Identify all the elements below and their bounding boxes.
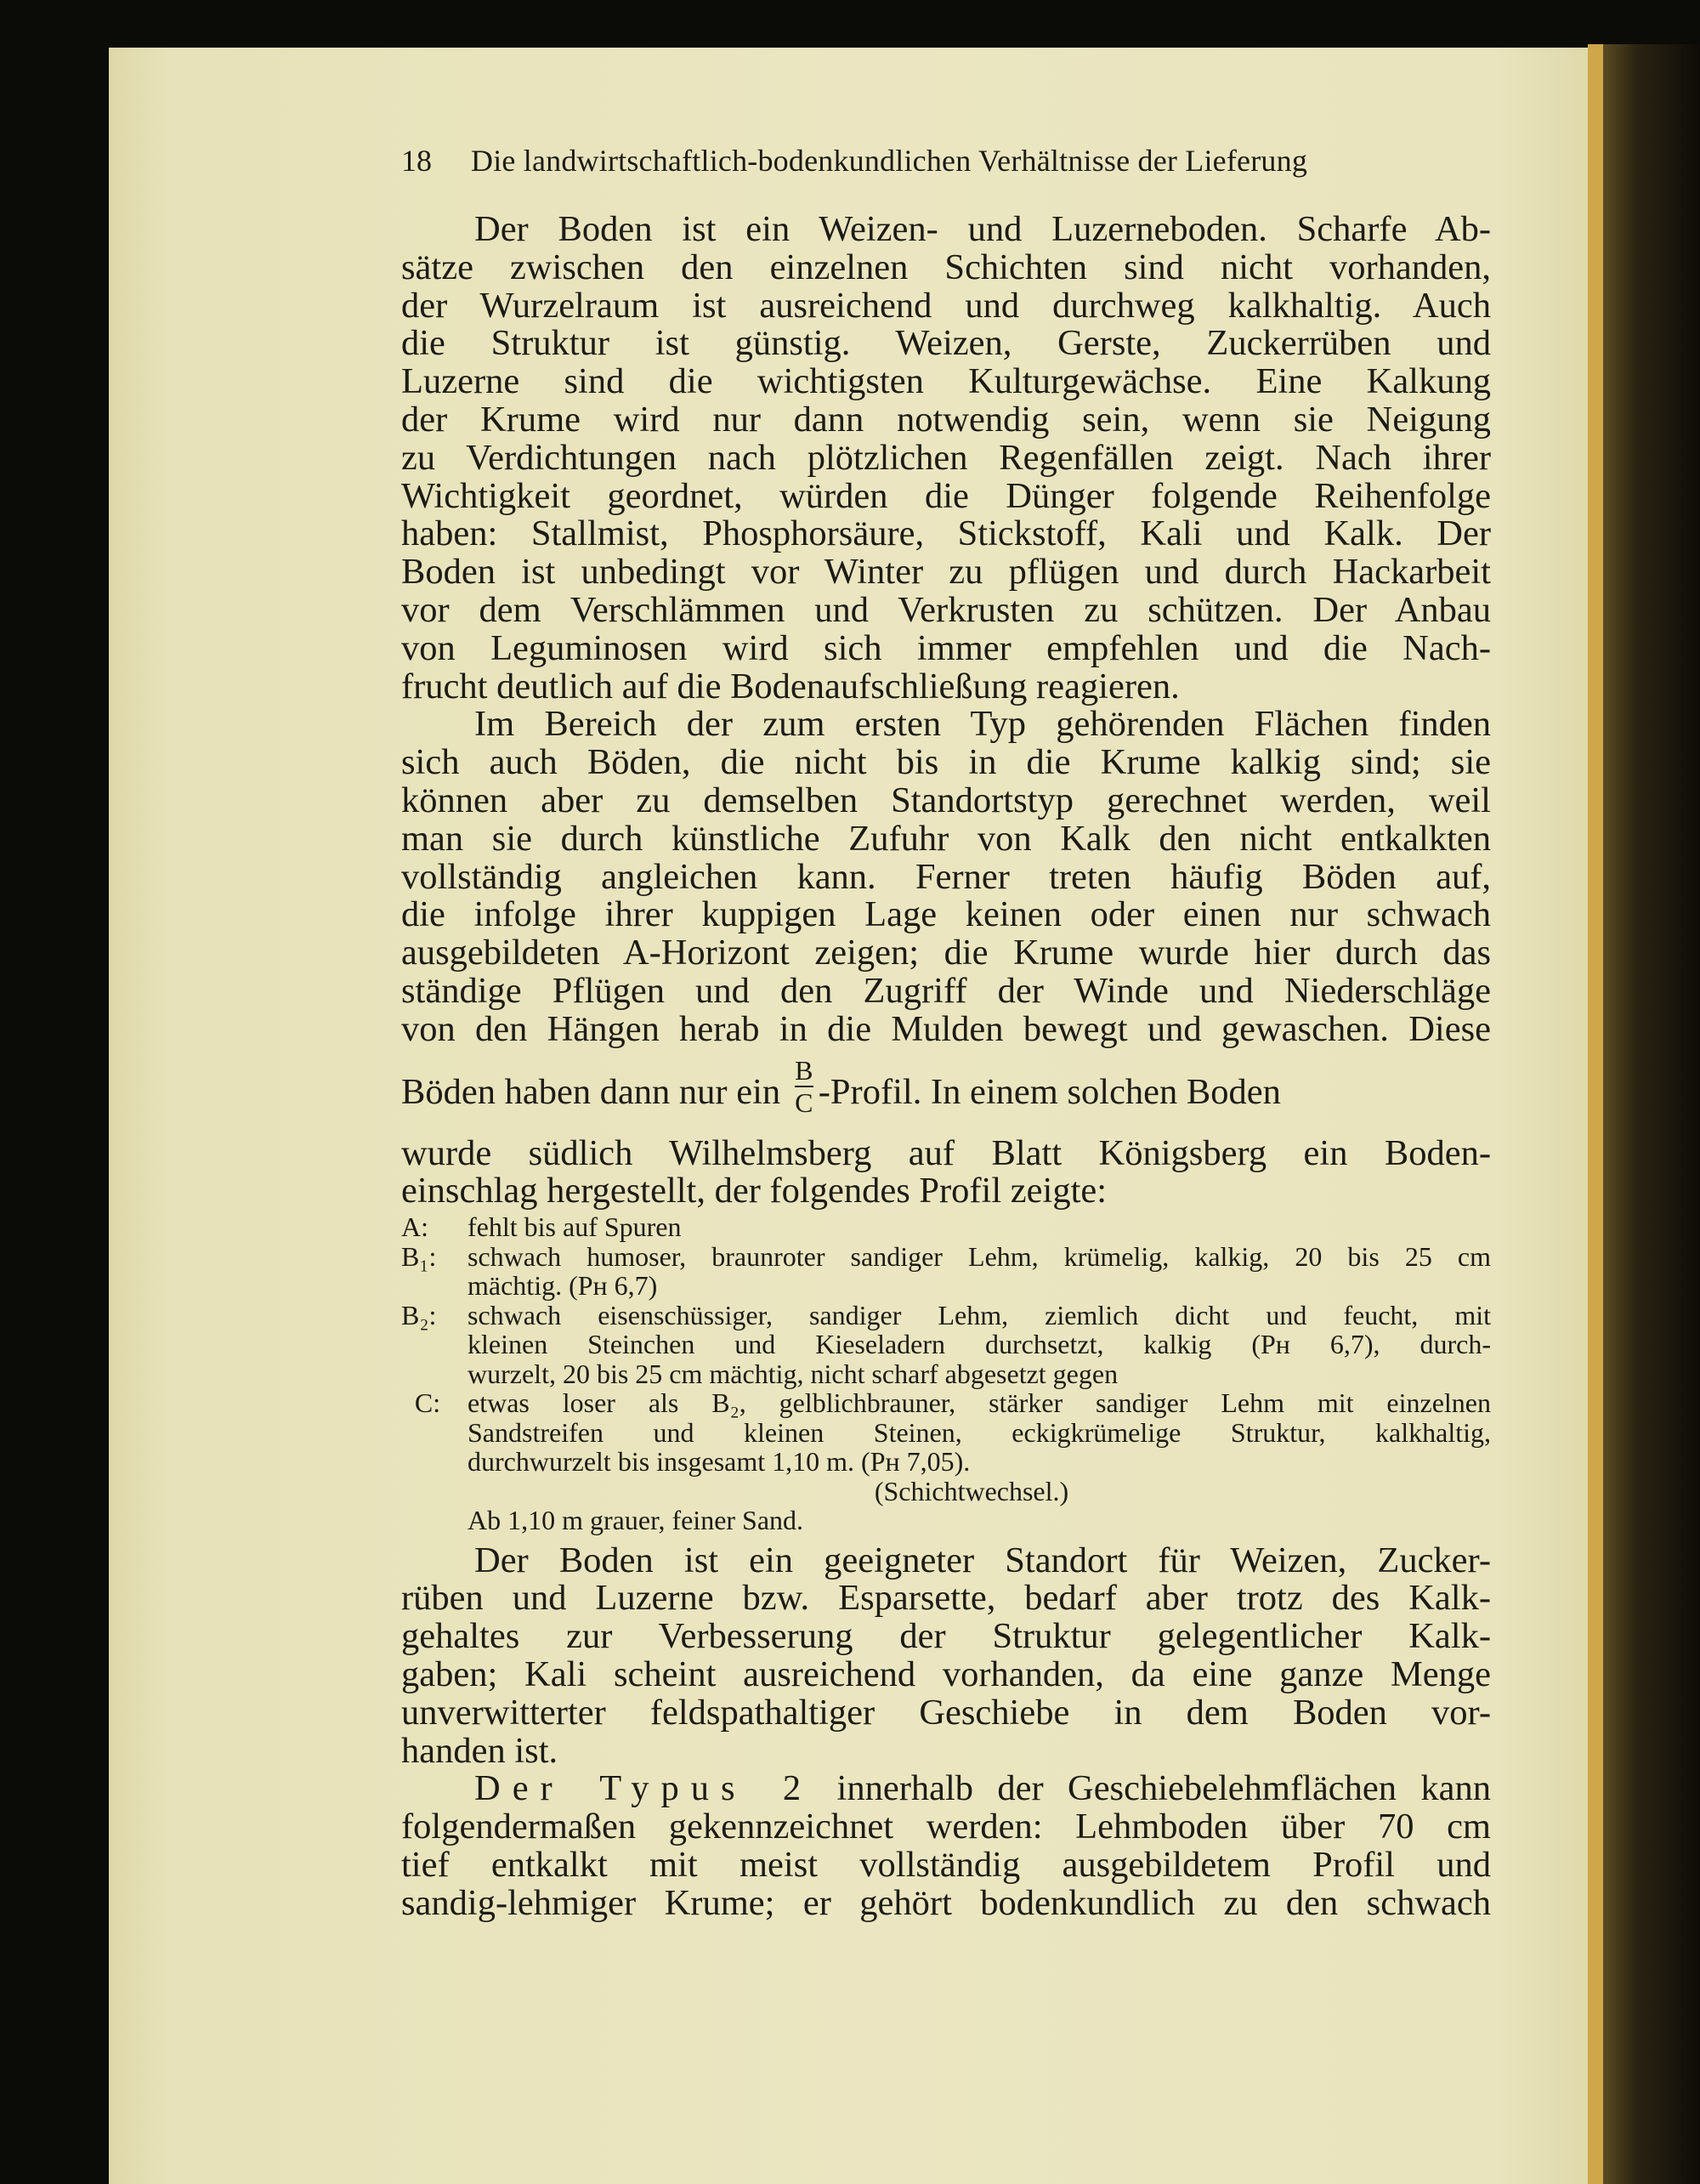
horizon-text: wurzelt, 20 bis 25 cm mächtig, nicht scharf abgesetzt gegen [468, 1358, 1119, 1389]
book-spine-edge [1588, 44, 1603, 2184]
horizon-text: schwach eisenschüssiger, sandiger Lehm, ziemlich dicht und feucht, mit [468, 1299, 1491, 1330]
horizon-label: A: [401, 1211, 428, 1243]
text-line: Boden ist unbedingt vor Winter zu pflügen und durch Hackarbeit [401, 552, 1491, 593]
soil-profile [401, 1212, 1491, 1535]
paragraph-2 [401, 706, 1491, 1211]
paragraph-4 [401, 1770, 1491, 1922]
text-line: Luzerne sind die wichtigsten Kulturgewächse. Eine Kalkung [401, 361, 1491, 402]
horizon-text: fehlt bis auf Spuren [468, 1211, 682, 1243]
horizon-text: kleinen Steinchen und Kieseladern durchsetzt, kalkig (Pʜ 6,7), durch- [468, 1329, 1491, 1360]
text-line: Im Bereich der zum ersten Typ gehörenden Flächen finden [474, 704, 1491, 745]
text-line: von Leguminosen wird sich immer empfehlen und die Nach- [401, 627, 1491, 668]
horizon-text: schwach humoser, braunroter sandiger Lehm, krümelig, kalkig, 20 bis 25 cm [468, 1240, 1491, 1272]
profile-tail: Ab 1,10 m grauer, feiner Sand. [468, 1505, 804, 1536]
text-line: Wichtigkeit geordnet, würden die Dünger folgende Reihenfolge [401, 475, 1491, 516]
text-line: sich auch Böden, die nicht bis in die Krume kalkig sind; sie [401, 742, 1491, 783]
text-line: frucht deutlich auf die Bodenaufschließung reagieren. [401, 666, 1180, 706]
profile-horizon-b1 [401, 1242, 1491, 1301]
horizon-label: C: [414, 1387, 441, 1419]
spaced-emphasis: Der Typus 2 [474, 1768, 813, 1809]
text-line: tief entkalkt mit meist vollständig ausgebildetem Profil und [401, 1845, 1491, 1885]
page-number: 18 [401, 144, 432, 178]
horizon-text: etwas loser als B₂, gelblichbrauner, stärker sandiger Lehm mit einzelnen [468, 1387, 1491, 1419]
running-header [401, 143, 1491, 211]
text-line: können aber zu demselben Standortstyp gerechnet werden, weil [401, 780, 1491, 820]
fraction-denominator: C [795, 1087, 813, 1119]
profile-fraction [795, 1055, 813, 1119]
line-rest: innerhalb der Geschiebelehmflächen kann [813, 1768, 1491, 1809]
profile-horizon-b2 [401, 1301, 1491, 1389]
horizon-text: Sandstreifen und kleinen Steinen, eckigkrümelige Struktur, kalkhaltig, [468, 1416, 1491, 1448]
text-line: die Struktur ist günstig. Weizen, Gerste, Zuckerrüben und [401, 323, 1491, 364]
text-line: sandig-lehmiger Krume; er gehört bodenkundlich zu den schwach [401, 1882, 1491, 1923]
profile-horizon-a [401, 1212, 1491, 1242]
text-line: ständige Pflügen und den Zugriff der Winde und Niederschläge [401, 970, 1491, 1011]
page-content [401, 143, 1491, 1923]
text-line: ausgebildeten A-Horizont zeigen; die Krume wurde hier durch das [401, 933, 1491, 973]
profile-note: (Schichtwechsel.) [874, 1475, 1069, 1506]
text-line: man sie durch künstliche Zufuhr von Kalk den nicht entkalkten [401, 818, 1491, 859]
text-line: wurde südlich Wilhelmsberg auf Blatt Königsberg ein Boden- [401, 1132, 1491, 1173]
text-line: vollständig angleichen kann. Ferner treten häufig Böden auf, [401, 856, 1491, 897]
text-line: gehaltes zur Verbesserung der Struktur gelegentlicher Kalk- [401, 1616, 1491, 1657]
text-line: Der Boden ist ein geeigneter Standort für Weizen, Zucker- [474, 1540, 1491, 1580]
text-line: unverwitterter feldspathaltiger Geschiebe in dem Boden vor- [401, 1692, 1491, 1733]
text-line: vor dem Verschlämmen und Verkrusten zu schützen. Der Anbau [401, 589, 1491, 630]
text-line: folgendermaßen gekennzeichnet werden: Lehmboden über 70 cm [401, 1807, 1491, 1847]
text-line: haben: Stallmist, Phosphorsäure, Stickstoff, Kali und Kalk. Der [401, 513, 1491, 554]
horizon-text: durchwurzelt bis insgesamt 1,10 m. (Pʜ 7,05). [468, 1446, 971, 1478]
text-line [401, 1770, 1491, 1808]
paragraph-1 [401, 211, 1491, 706]
running-title: Die landwirtschaftlich-bodenkundlichen Verhältnisse der Lieferung [471, 144, 1308, 178]
fraction-line-after: -Profil. In einem solchen Boden [818, 1071, 1281, 1112]
text-line: sätze zwischen den einzelnen Schichten sind nicht vorhanden, [401, 247, 1491, 287]
text-line: einschlag hergestellt, der folgendes Profil zeigte: [401, 1171, 1108, 1211]
text-line: gaben; Kali scheint ausreichend vorhanden, da eine ganze Menge [401, 1654, 1491, 1695]
dark-scan-border [1603, 44, 1700, 2184]
text-line: handen ist. [401, 1730, 558, 1771]
text-line: Der Boden ist ein Weizen- und Luzerneboden. Scharfe Ab- [474, 209, 1491, 249]
text-line: die infolge ihrer kuppigen Lage keinen oder einen nur schwach [401, 894, 1491, 935]
profile-horizon-c [401, 1388, 1491, 1477]
text-line: der Wurzelraum ist ausreichend und durchweg kalkhaltig. Auch [401, 285, 1491, 326]
horizon-label: B₁: [401, 1240, 437, 1272]
text-line: der Krume wird nur dann notwendig sein, wenn sie Neigung [401, 399, 1491, 440]
text-line: von den Hängen herab in die Mulden bewegt und gewaschen. Diese [401, 1008, 1491, 1049]
text-line: zu Verdichtungen nach plötzlichen Regenfällen zeigt. Nach ihrer [401, 437, 1491, 478]
horizon-text: mächtig. (Pʜ 6,7) [468, 1270, 658, 1302]
fraction-line-before: Böden haben dann nur ein [401, 1071, 790, 1112]
fraction-numerator: B [795, 1055, 813, 1086]
fraction-line [401, 1049, 1491, 1135]
horizon-label: B₂: [401, 1299, 437, 1330]
paragraph-3 [401, 1542, 1491, 1771]
text-line: rüben und Luzerne bzw. Esparsette, bedarf aber trotz des Kalk- [401, 1578, 1491, 1619]
